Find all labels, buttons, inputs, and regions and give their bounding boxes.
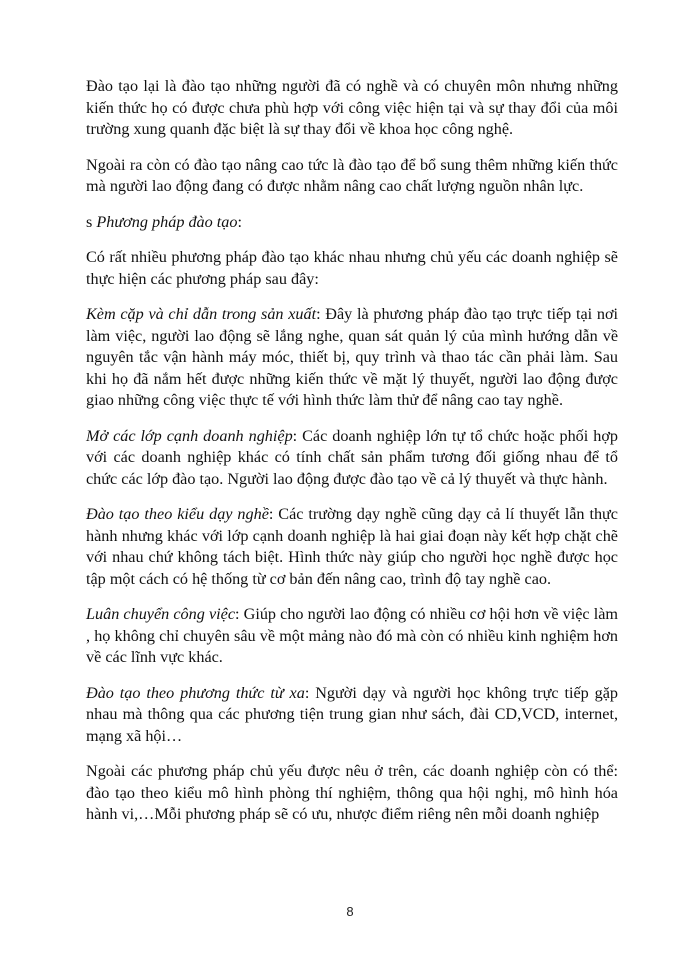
paragraph-advanced-training bbox=[86, 155, 618, 198]
paragraph-text: Có rất nhiều phương pháp đào tạo khác nhau nhưng chủ yếu các doanh nghiệp sẽ thực hiện các phương pháp sau đây: bbox=[86, 248, 618, 288]
heading-label: Phương pháp đào tạo bbox=[96, 212, 238, 231]
paragraph-text: Ngoài ra còn có đào tạo nâng cao tức là đào tạo để bổ sung thêm những kiến thức mà người lao động đang có được nhằm nâng cao chất lượng nguồn nhân lực. bbox=[86, 155, 618, 195]
heading-colon: : bbox=[237, 212, 242, 231]
paragraph-vocational-training bbox=[86, 504, 618, 590]
method-title: Kèm cặp và chỉ dẫn trong sản xuất bbox=[86, 305, 317, 323]
method-title: Đào tạo theo phương thức từ xa bbox=[86, 683, 305, 702]
paragraph-other-methods bbox=[86, 761, 618, 826]
document-page bbox=[86, 76, 618, 840]
method-title: Mở các lớp cạnh doanh nghiệp bbox=[86, 426, 293, 445]
paragraph-distance-learning bbox=[86, 683, 618, 748]
method-title: Luân chuyển công việc bbox=[86, 605, 236, 623]
paragraph-text: : Các doanh nghiệp lớn tự tổ chức hoặc phối hợp với các doanh nghiệp khác có tính chất sản phẩm tương đối giống nhau để tổ chức các lớp đào tạo. Người lao động được đào tạo về cả lý thuyết và thực hành. bbox=[86, 426, 618, 488]
section-heading-training-methods bbox=[86, 212, 618, 234]
paragraph-text: Ngoài các phương pháp chủ yếu được nêu ở trên, các doanh nghiệp còn có thể: đào tạo theo kiểu mô hình phòng thí nghiệm, thông qua hội nghị, mô hình hóa hành vi,…Mỗi phương pháp sẽ có ưu, nhược điểm riêng nên mỗi doanh nghiệp bbox=[86, 762, 618, 823]
paragraph-text: : Các trường dạy nghề cũng dạy cả lí thuyết lẫn thực hành nhưng khác với lớp cạnh doanh nghiệp là hai giai đoạn này kết hợp chặt chẽ với nhau chứ không tách biệt. Hình thức này giúp cho người học nghề được học tập một cách có hệ thống từ cơ bản đến nâng cao, trình độ tay nghề cao. bbox=[86, 505, 618, 588]
paragraph-methods-intro bbox=[86, 247, 618, 290]
paragraph-text: Đào tạo lại là đào tạo những người đã có nghề và có chuyên môn nhưng những kiến thức họ có được chưa phù hợp với công việc hiện tại và sự thay đổi của môi trường xung quanh đặc biệt là sự thay đổi về khoa học công nghệ. bbox=[86, 77, 618, 138]
paragraph-adjacent-classes bbox=[86, 426, 618, 491]
page-number: 8 bbox=[346, 904, 354, 919]
paragraph-job-rotation bbox=[86, 604, 618, 669]
paragraph-on-job-coaching bbox=[86, 304, 618, 412]
paragraph-text: : Giúp cho người lao động có nhiều cơ hội hơn về việc làm , họ không chỉ chuyên sâu về một mảng nào đó mà còn có nhiều kinh nghiệm hơn về các lĩnh vực khác. bbox=[86, 605, 618, 666]
method-title: Đào tạo theo kiểu dạy nghề bbox=[86, 505, 269, 523]
paragraph-retraining bbox=[86, 76, 618, 141]
paragraph-text: : Người dạy và người học không trực tiếp gặp nhau mà thông qua các phương tiện trung gian như sách, đài CD,VCD, internet, mạng xã hội… bbox=[86, 683, 618, 745]
paragraph-text: : Đây là phương pháp đào tạo trực tiếp tại nơi làm việc, người lao động sẽ lắng nghe, quan sát quản lý của mình hướng dẫn về nguyên tắc vận hành máy móc, thiết bị, quy trình và thao tác cần phải làm. Sau khi họ đã nắm hết được những kiến thức về mặt lý thuyết, người lao động được giao những công việc thực tế với hình thức làm thử để nâng cao tay nghề. bbox=[86, 305, 619, 409]
heading-prefix: s bbox=[86, 212, 97, 231]
